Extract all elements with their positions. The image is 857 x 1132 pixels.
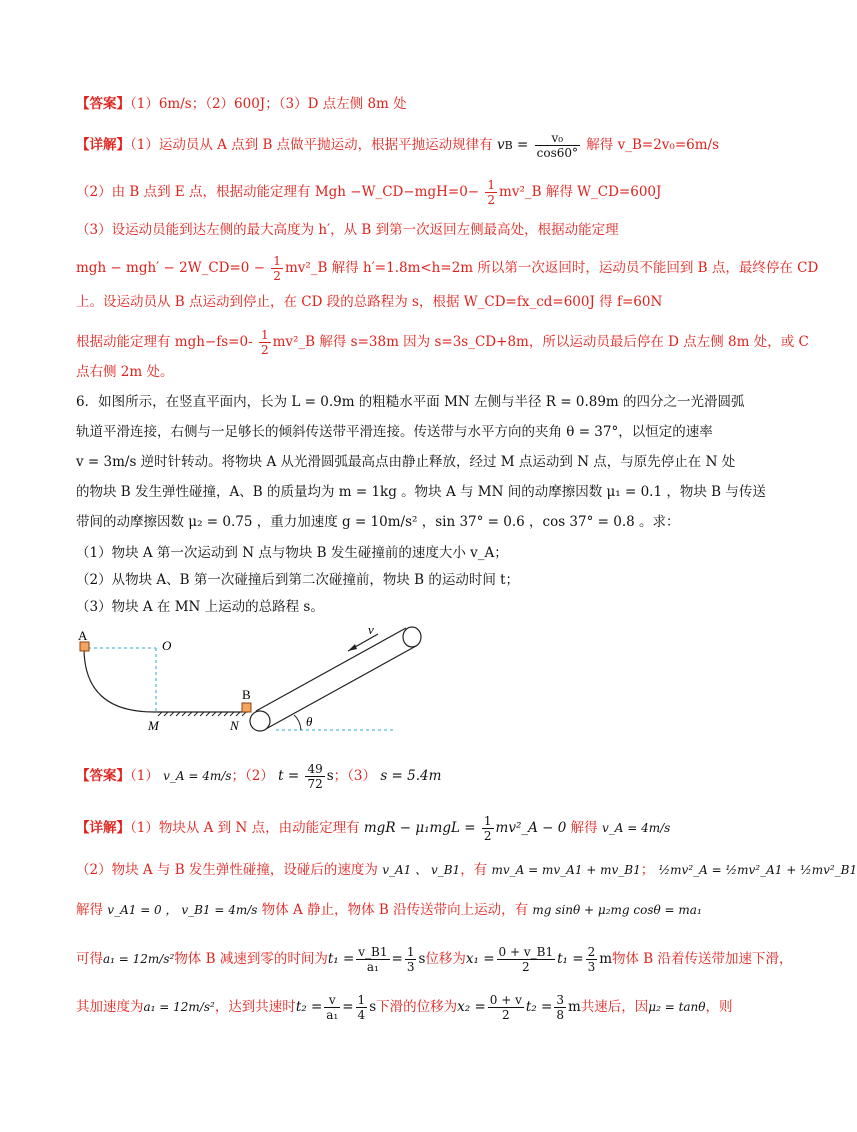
problem6-line-5: 带间的动摩擦因数 μ₂ = 0.75 ，重力加速度 g = 10m/s² ，sin 37° = 0.6 ，cos 37° = 0.8 。求： [76, 514, 680, 530]
question-3: （3）物块 A 在 MN 上运动的总路程 s。 [76, 599, 324, 615]
detail1-text-6a: 根据动能定理有 mgh−fs=0- [76, 334, 253, 350]
belt-top [256, 628, 406, 711]
angle-arc [294, 715, 301, 730]
fraction-1-4: $\frac{1}{4}$ [357, 993, 366, 1022]
problem6-line-4: 的物块 B 发生弹性碰撞，A、B 的质量均为 m = 1kg 。物块 A 与 MN 间的动摩擦因数 μ₁ = 0.1 ，物块 B 与传送 [76, 484, 766, 500]
detail1-text-4b: mv²_B 解得 h′=1.8m<h=2m 所以第一次返回时，运动员不能回到 B 点，最终停在 CD [284, 260, 819, 276]
detail2-text-1a: （1）物块从 A 到 N 点，由动能定理有 [130, 820, 360, 836]
formula-collision-result: v_A1 = 0 ， v_B1 = 4m/s [107, 903, 258, 917]
fraction-vb1-a1: $\frac{v\_B1}{\text{a₁}}$ [358, 945, 388, 974]
label-m: M [148, 718, 159, 733]
answer-tag: 【答案】 [76, 96, 130, 112]
answer-line-2 [76, 762, 740, 791]
detail2-text-4b: 物体 B 减速到零的时间为 [174, 951, 328, 967]
fraction-half: $\frac{1}{2}$ [273, 254, 281, 283]
detail1-line-5: 上。设运动员从 B 点运动到停止，在 CD 段的总路程为 s，根据 W_CD=fx_cd=600J 得 f=60N [76, 294, 663, 310]
arrow-head-icon [348, 644, 357, 651]
detail2-text-4c: 位移为 [425, 951, 466, 967]
answer2-value-3: s = 5.4m [380, 768, 442, 784]
detail2-text-5b: ，达到共速时 [214, 999, 296, 1015]
detail2-text-4d: 物体 B 沿着传送带加速下滑， [612, 951, 793, 967]
fraction-1-3: $\frac{1}{3}$ [406, 945, 415, 974]
detail2-text-3b: 物体 A 静止，物体 B 沿传送带向上运动，有 [261, 902, 529, 918]
problem6-line-3: v = 3m/s 逆时针转动。将物块 A 从光滑圆弧最高点由静止释放，经过 M 点运动到 N 点，与原先停止在 N 处 [76, 454, 736, 470]
question-2: （2）从物块 A、B 第一次碰撞后到第二次碰撞前，物块 B 的运动时间 t； [76, 572, 520, 588]
detail2-text-5c: 下滑的位移为 [376, 999, 458, 1015]
label-theta: θ [306, 714, 313, 729]
detail1-text-1: （1）运动员从 A 点到 B 点做平抛运动，根据平抛运动规律有 [130, 137, 493, 153]
detail1-text-4a: mgh − mgh′ − 2W_CD=0 − [76, 260, 265, 276]
formula-a1-repeat: a₁ = 12m/s² [143, 1000, 215, 1014]
formula-x2: x₂ = [457, 999, 486, 1015]
answer2-part-2: ；（2） [231, 768, 274, 784]
formula-mu2-tan: μ₂ = tanθ [648, 1000, 706, 1014]
answer-line-1 [76, 94, 740, 114]
detail2-line-3 [76, 900, 740, 920]
detail2-text-5a: 其加速度为 [76, 999, 144, 1015]
detail2-line-4: 可得a₁ = 12m/s²物体 B 减速到零的时间为t₁ = $\frac{v\_B1}{\text{a₁}}$ = $\frac{1}{3}$ s位移为x₁ = $\frac{0 + v\_B1}{2}$ t₁ = $\frac{2}{3}$ m物体 B 沿着传送带加速下滑， [76, 945, 793, 974]
formula-kinetic-energy: ½mv²_A = ½mv²_A1 + ½mv²_B1 [658, 863, 857, 877]
fraction-2-3: $\frac{2}{3}$ [587, 945, 596, 974]
fraction-avg-velocity: $\frac{0 + v\_B1}{2}$ [498, 945, 554, 974]
problem-diagram [76, 620, 476, 740]
answer2-part-1: （1） [130, 768, 159, 784]
formula-energy: mgR − μ₁mgL = [363, 820, 476, 836]
detail1-line-3: （3）设运动员能到达左侧的最大高度为 h′，从 B 到第一次返回左侧最高处，根据动能定理 [76, 222, 619, 238]
fraction-3-8: $\frac{3}{8}$ [556, 993, 564, 1022]
label-v: v [368, 622, 374, 637]
label-b: B [242, 687, 251, 702]
formula-va-result: v_A = 4m/s [601, 821, 671, 835]
formula-vb: v [496, 137, 505, 153]
detail1-text-2b: mv²_B 解得 W_CD=600J [499, 184, 662, 200]
detail2-text-5e: ，则 [705, 999, 733, 1015]
detail2-text-1b: 解得 [570, 820, 598, 836]
formula-velocities: v_A1 、 v_B1 [382, 863, 461, 877]
answer-tag: 【答案】 [76, 768, 130, 784]
detail1-text-6b: mv²_B 解得 s=38m 因为 s=3s_CD+8m，所以运动员最后停在 D 点左侧 8m 处，或 C [272, 334, 809, 350]
detail2-text-4a: 可得 [76, 951, 103, 967]
formula-t1: t₁ = [327, 951, 355, 967]
answer-text: （1）6m/s；（2）600J；（3）D 点左侧 8m 处 [130, 96, 407, 112]
answer2-t-label: t = [278, 768, 300, 784]
fraction-half: $\frac{1}{2}$ [487, 178, 496, 207]
detail2-line-1 [76, 814, 740, 843]
question-1: （1）物块 A 第一次运动到 N 点与物块 B 发生碰撞前的速度大小 v_A； [76, 545, 508, 561]
detail1-line-7: 点右侧 2m 处。 [76, 364, 174, 380]
formula-momentum: mv_A = mv_A1 + mv_B1 [491, 863, 641, 877]
detail1-line-1: 【详解】（1）运动员从 A 点到 B 点做平抛运动，根据平抛运动规律有 vB = $\frac{\text{v₀}}{\cos 60^\circ}$ 解得 v_B=2v₀=6m/s [76, 131, 720, 160]
belt-bottom [264, 646, 416, 730]
detail2-text-2b: ，有 [460, 862, 488, 878]
label-a: A [78, 628, 88, 643]
answer2-part-3: ；（3） [333, 768, 377, 784]
detail-tag: 【详解】 [76, 137, 130, 153]
detail2-text-2c: ； [640, 862, 655, 878]
detail2-line-2 [76, 860, 857, 880]
problem6-line-2: 轨道平滑连接，右侧与一足够长的倾斜传送带平滑连接。传送带与水平方向的夹角 θ = 37°，以恒定的速率 [76, 424, 713, 440]
detail-tag: 【详解】 [76, 820, 130, 836]
fraction-half: $\frac{1}{2}$ [260, 328, 269, 357]
detail1-text-1-end: 解得 v_B=2v₀=6m/s [586, 137, 720, 153]
formula-force: mg sinθ + μ₂mg cosθ = ma₁ [532, 903, 702, 917]
detail1-text-2a: （2）由 B 点到 E 点，根据动能定理有 Mgh −W_CD−mgH=0− [76, 184, 480, 200]
detail2-text-2a: （2）物块 A 与 B 发生弹性碰撞，设碰后的速度为 [76, 862, 378, 878]
block-a [80, 642, 89, 651]
answer2-value-1: v_A = 4m/s [163, 769, 232, 783]
detail1-line-6 [76, 328, 809, 357]
answer2-unit: s [326, 768, 334, 784]
problem6-line-1: 6．如图所示，在竖直平面内，长为 L = 0.9m 的粗糙水平面 MN 左侧与半径 R = 0.89m 的四分之一光滑圆弧 [76, 394, 745, 410]
belt-roller-bottom [250, 711, 270, 731]
detail1-line-4 [76, 254, 819, 283]
fraction-v-a1: $\frac{v}{\text{a₁}}$ [326, 993, 339, 1022]
fraction-49-72: $\frac{49}{72}$ [307, 762, 323, 791]
fraction-v0-cos60: $\frac{\text{v₀}}{\cos 60^\circ}$ [536, 131, 578, 160]
label-n: N [230, 718, 239, 733]
detail2-text-3a: 解得 [76, 902, 103, 918]
circular-arc-track [84, 648, 154, 712]
detail2-text-5d: 共速后，因 [580, 999, 649, 1015]
fraction-half: $\frac{1}{2}$ [483, 814, 492, 843]
block-b [242, 703, 251, 712]
formula-energy-2: mv²_A − 0 [495, 820, 567, 836]
formula-t2: t₂ = [295, 999, 323, 1015]
label-o: O [162, 638, 172, 653]
formula-x1: x₁ = [465, 951, 495, 967]
detail1-line-2 [76, 178, 740, 207]
formula-a1: a₁ = 12m/s² [103, 952, 175, 966]
detail2-line-5: 其加速度为a₁ = 12m/s²，达到共速时t₂ = $\frac{v}{\text{a₁}}$ = $\frac{1}{4}$ s下滑的位移为x₂ = $\frac{0 + v}{2}$ t₂ = $\frac{3}{8}$ m共速后，因μ₂ = tanθ，则 [76, 993, 733, 1022]
fraction-avg-velocity-2: $\frac{0 + v}{2}$ [489, 993, 522, 1022]
belt-roller-top [403, 627, 421, 647]
